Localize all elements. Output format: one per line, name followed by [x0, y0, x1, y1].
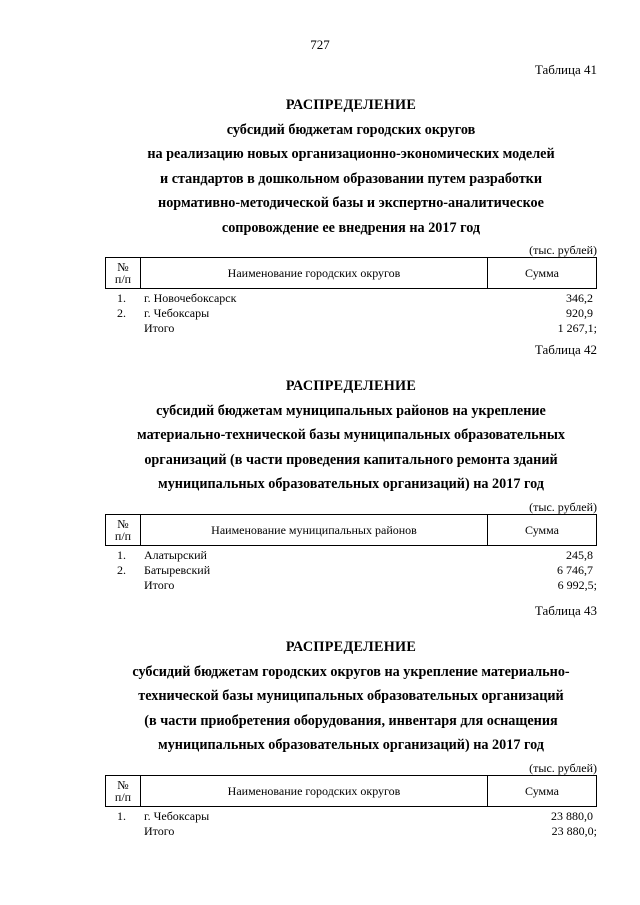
row-value: 6 746,7 — [557, 562, 593, 577]
table-header — [105, 775, 597, 807]
row-value: 920,9 — [566, 306, 593, 320]
row-name: г. Чебоксары — [144, 306, 210, 320]
heading-line: субсидий бюджетам муниципальных районов на укрепление — [156, 402, 546, 419]
heading-line: муниципальных образовательных организаций) на 2017 год — [158, 737, 544, 753]
heading-line: на реализацию новых организационно-экономических моделей — [147, 146, 555, 162]
row-name: Итого — [144, 577, 175, 592]
heading-line: субсидий бюджетам городских округов на укрепление материально- — [132, 663, 570, 680]
heading-line: (в части приобретения оборудования, инвентаря для оснащения — [144, 712, 558, 729]
header-num: № п/п — [106, 775, 141, 806]
table-rows — [105, 291, 597, 336]
table-label: Таблица 43 — [534, 603, 597, 618]
header-sum: Сумма — [488, 775, 597, 806]
table-header — [105, 514, 597, 546]
header-sum: Сумма — [488, 514, 597, 545]
table-row — [105, 824, 597, 839]
heading-title: РАСПРЕДЕЛЕНИЕ — [285, 639, 417, 655]
units-label: (тыс. рублей) — [529, 243, 597, 257]
table-row — [105, 291, 597, 306]
table-row — [105, 306, 597, 321]
header-name: Наименование городских округов — [141, 258, 488, 289]
table-row — [105, 578, 597, 593]
row-value: 23 880,0; — [551, 823, 597, 838]
row-num: 1. — [117, 547, 126, 562]
table-rows — [105, 809, 597, 839]
header-name: Наименование муниципальных районов — [141, 514, 488, 545]
table-rows — [105, 548, 597, 593]
page-number: 727 — [310, 37, 330, 52]
table-label: Таблица 42 — [534, 342, 597, 357]
row-value: 245,8 — [566, 547, 593, 562]
table-row — [105, 548, 597, 563]
row-value: 1 267,1; — [557, 321, 597, 335]
heading-line: субсидий бюджетам городских округов — [226, 121, 476, 138]
table-row — [105, 563, 597, 578]
units-label: (тыс. рублей) — [529, 499, 597, 514]
table-row — [105, 809, 597, 824]
row-value: 23 880,0 — [551, 808, 593, 823]
row-name: Итого — [144, 823, 175, 838]
row-name: г. Чебоксары — [144, 808, 210, 823]
heading-title: РАСПРЕДЕЛЕНИЕ — [285, 378, 417, 394]
heading-line: материально-технической базы муниципальных образовательных — [137, 427, 565, 443]
table-label: Таблица 41 — [534, 62, 597, 77]
table-heading — [105, 635, 597, 758]
row-num: 2. — [117, 562, 126, 577]
table-section-42 — [105, 342, 597, 593]
header-num: № п/п — [106, 258, 141, 289]
header-sum: Сумма — [488, 258, 597, 289]
row-num: 2. — [117, 306, 126, 320]
row-name: Итого — [144, 321, 175, 335]
heading-line: муниципальных образовательных организаций) на 2017 год — [158, 476, 544, 492]
row-name: Батыревский — [144, 562, 211, 577]
heading-title: РАСПРЕДЕЛЕНИЕ — [285, 97, 417, 113]
table-section-41 — [105, 62, 597, 336]
table-heading — [105, 374, 597, 497]
heading-line: и стандартов в дошкольном образовании путем разработки — [159, 170, 543, 187]
row-value: 6 992,5; — [557, 577, 597, 592]
heading-line: технической базы муниципальных образовательных организаций — [138, 688, 564, 704]
heading-line: сопровождение ее внедрения на 2017 год — [221, 219, 481, 236]
row-value: 346,2 — [566, 291, 593, 305]
row-name: г. Новочебоксарск — [144, 291, 237, 305]
table-header — [105, 257, 597, 289]
row-num: 1. — [117, 291, 126, 305]
table-heading — [105, 93, 597, 240]
table-row — [105, 321, 597, 336]
heading-line: организаций (в части проведения капитального ремонта зданий — [144, 451, 558, 468]
row-name: Алатырский — [144, 547, 207, 562]
table-section-43 — [105, 603, 597, 839]
header-num: № п/п — [106, 514, 141, 545]
units-label: (тыс. рублей) — [529, 760, 597, 775]
row-num: 1. — [117, 808, 126, 823]
heading-line: нормативно-методической базы и экспертно-аналитическое — [158, 195, 544, 211]
header-name: Наименование городских округов — [141, 775, 488, 806]
